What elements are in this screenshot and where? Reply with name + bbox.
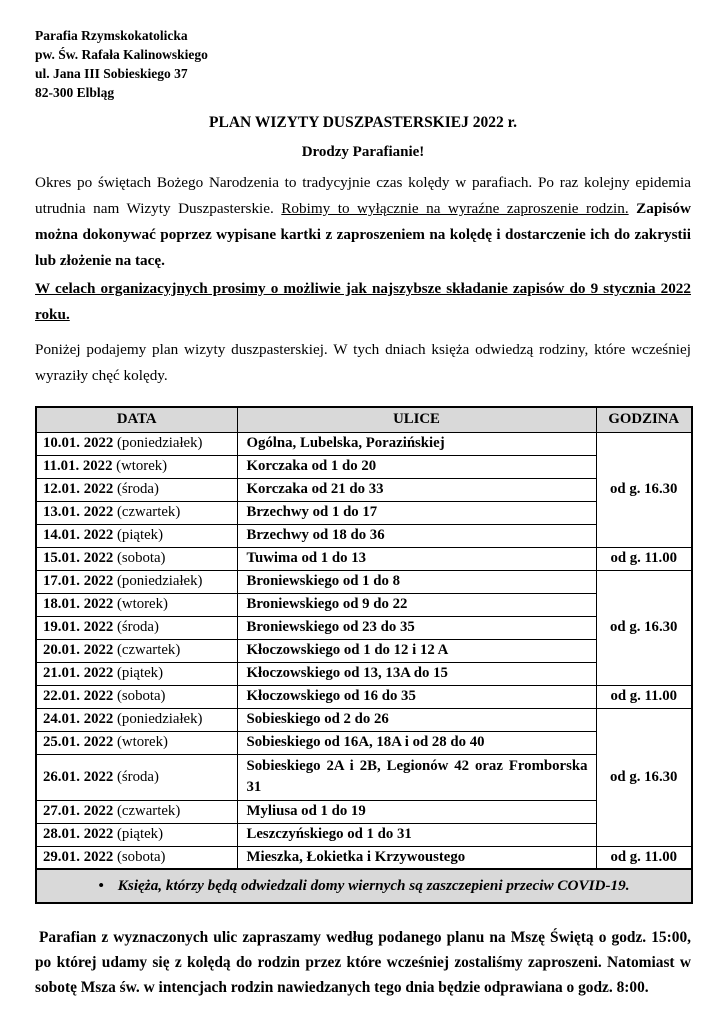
streets-cell: Kłoczowskiego od 16 do 35: [237, 685, 596, 708]
schedule-row: [36, 754, 692, 800]
schedule-row: [36, 639, 692, 662]
schedule-row: [36, 524, 692, 547]
date-text: 17.01. 2022: [43, 573, 114, 589]
schedule-table-body: [36, 432, 692, 869]
date-text: 29.01. 2022: [43, 848, 114, 865]
date-text: 24.01. 2022: [43, 711, 114, 727]
date-cell: [36, 570, 237, 593]
streets-cell: Sobieskiego od 16A, 18A i od 28 do 40: [237, 731, 596, 754]
streets-cell: Kłoczowskiego od 13, 13A do 15: [237, 662, 596, 685]
date-cell: [36, 800, 237, 823]
date-cell: [36, 432, 237, 455]
streets-cell: Kłoczowskiego od 1 do 12 i 12 A: [237, 639, 596, 662]
schedule-row: [36, 478, 692, 501]
date-text: 20.01. 2022: [43, 642, 114, 658]
weekday-text: (poniedziałek): [113, 573, 203, 589]
weekday-text: (sobota): [113, 550, 166, 566]
weekday-text: (wtorek): [112, 458, 168, 474]
schedule-row: [36, 455, 692, 478]
weekday-text: (sobota): [113, 848, 166, 865]
weekday-text: (środa): [113, 768, 159, 785]
schedule-row: [36, 731, 692, 754]
closing-paragraph: Parafian z wyznaczonych ulic zapraszamy według podanego planu na Mszę Świętą o godz. 15:00, po której udamy się z kolędą do rodzin przez które wcześniej zostaliśmy zaproszeni. Natomiast w sobotę Msza św. w intencjach rodzin nawiedzanych tego dnia będzie odprawiana o godz. 8:00.: [35, 929, 691, 996]
weekday-text: (piątek): [113, 527, 164, 543]
weekday-text: (sobota): [113, 688, 166, 704]
page-title: PLAN WIZYTY DUSZPASTERSKIEJ 2022 r.: [209, 114, 517, 131]
date-text: 11.01. 2022: [43, 458, 113, 474]
weekday-text: (poniedziałek): [113, 711, 203, 727]
streets-cell: Sobieskiego od 2 do 26: [237, 708, 596, 731]
date-text: 15.01. 2022: [43, 550, 114, 566]
time-cell: od g. 11.00: [596, 685, 692, 708]
schedule-table: [35, 406, 693, 904]
schedule-row: [36, 685, 692, 708]
plan-intro-paragraph: Poniżej podajemy plan wizyty duszpasterskiej. W tych dniach księża odwiedzą rodziny, które wcześniej wyraziły chęć kolędy.: [35, 341, 691, 384]
streets-cell: Korczaka od 1 do 20: [237, 455, 596, 478]
date-text: 28.01. 2022: [43, 826, 114, 842]
weekday-text: (środa): [113, 619, 159, 635]
streets-cell: Ogólna, Lubelska, Porazińskiej: [237, 432, 596, 455]
sender-line-parish: Parafia Rzymskokatolicka: [35, 28, 188, 43]
date-text: 10.01. 2022: [43, 435, 114, 451]
schedule-row: [36, 570, 692, 593]
date-cell: [36, 616, 237, 639]
date-text: 19.01. 2022: [43, 619, 114, 635]
schedule-row: [36, 501, 692, 524]
schedule-table-foot: [36, 869, 692, 903]
date-text: 18.01. 2022: [43, 596, 114, 612]
streets-cell: Broniewskiego od 9 do 22: [237, 593, 596, 616]
weekday-text: (środa): [113, 481, 159, 497]
sender-address: [35, 26, 691, 102]
time-cell: od g. 11.00: [596, 547, 692, 570]
weekday-text: (piątek): [113, 665, 164, 681]
column-header-data: DATA: [36, 407, 237, 432]
schedule-row: [36, 708, 692, 731]
streets-cell: Broniewskiego od 1 do 8: [237, 570, 596, 593]
column-header-godzina: GODZINA: [596, 407, 692, 432]
streets-cell: Broniewskiego od 23 do 35: [237, 616, 596, 639]
sender-line-city: 82-300 Elbląg: [35, 85, 115, 100]
weekday-text: (poniedziałek): [113, 435, 203, 451]
time-cell: od g. 16.30: [596, 432, 692, 547]
streets-cell: Sobieskiego 2A i 2B, Legionów 42 oraz Fromborska 31: [237, 754, 596, 800]
schedule-row: [36, 846, 692, 869]
date-cell: [36, 662, 237, 685]
intro-bold-text: Zapisów można dokonywać poprzez wypisane kartki z zaproszeniem na kolędę i dostarczenie ich do zakrystii lub złożenie na tacę.: [35, 200, 691, 269]
salutation: Drodzy Parafianie!: [301, 144, 425, 160]
date-cell: [36, 708, 237, 731]
weekday-text: (czwartek): [113, 504, 181, 520]
streets-cell: Mieszka, Łokietka i Krzywoustego: [237, 846, 596, 869]
weekday-text: (czwartek): [113, 642, 181, 658]
intro-paragraph: [35, 170, 691, 274]
time-cell: od g. 16.30: [596, 708, 692, 846]
date-cell: [36, 524, 237, 547]
date-cell: [36, 593, 237, 616]
intro-text: Okres po świętach Bożego Narodzenia to tradycyjnie czas kolędy w parafiach. Po raz kolejny epidemia utrudnia nam Wizyty Duszpasterskie.: [35, 174, 691, 217]
streets-cell: Myliusa od 1 do 19: [237, 800, 596, 823]
covid-note-row: [36, 869, 692, 903]
date-text: 26.01. 2022: [43, 768, 114, 785]
date-cell: [36, 823, 237, 846]
date-text: 25.01. 2022: [43, 734, 114, 750]
bullet-icon: •: [98, 877, 104, 894]
date-cell: [36, 685, 237, 708]
schedule-row: [36, 593, 692, 616]
schedule-row: [36, 662, 692, 685]
schedule-row: [36, 616, 692, 639]
time-cell: od g. 16.30: [596, 570, 692, 685]
date-text: 27.01. 2022: [43, 803, 114, 819]
date-text: 14.01. 2022: [43, 527, 114, 543]
schedule-row: [36, 432, 692, 455]
streets-cell: Leszczyńskiego od 1 do 31: [237, 823, 596, 846]
date-cell: [36, 846, 237, 869]
streets-cell: Brzechwy od 18 do 36: [237, 524, 596, 547]
weekday-text: (piątek): [113, 826, 164, 842]
date-cell: [36, 731, 237, 754]
date-cell: [36, 501, 237, 524]
date-text: 22.01. 2022: [43, 688, 114, 704]
sender-line-patron: pw. Św. Rafała Kalinowskiego: [35, 47, 208, 62]
covid-note-text: Księża, którzy będą odwiedzali domy wiernych są zaszczepieni przeciw COVID-19.: [117, 877, 630, 894]
header-row: [36, 407, 692, 432]
schedule-row: [36, 823, 692, 846]
schedule-table-head: [36, 407, 692, 432]
streets-cell: Tuwima od 1 do 13: [237, 547, 596, 570]
time-cell: od g. 11.00: [596, 846, 692, 869]
weekday-text: (wtorek): [113, 734, 168, 750]
weekday-text: (wtorek): [113, 596, 168, 612]
date-text: 12.01. 2022: [43, 481, 114, 497]
covid-note-cell: [36, 869, 692, 903]
streets-cell: Brzechwy od 1 do 17: [237, 501, 596, 524]
date-cell: [36, 478, 237, 501]
sender-line-street: ul. Jana III Sobieskiego 37: [35, 66, 188, 81]
intro-underlined-text: Robimy to wyłącznie na wyraźne zaproszenie rodzin.: [281, 200, 629, 217]
date-cell: [36, 547, 237, 570]
schedule-row: [36, 800, 692, 823]
deadline-notice: W celach organizacyjnych prosimy o możliwie jak najszybsze składanie zapisów do 9 stycznia 2022 roku.: [35, 280, 691, 323]
streets-cell: Korczaka od 21 do 33: [237, 478, 596, 501]
date-cell: [36, 455, 237, 478]
date-text: 21.01. 2022: [43, 665, 114, 681]
date-text: 13.01. 2022: [43, 504, 114, 520]
column-header-ulice: ULICE: [237, 407, 596, 432]
date-cell: [36, 639, 237, 662]
schedule-row: [36, 547, 692, 570]
date-cell: [36, 754, 237, 800]
weekday-text: (czwartek): [113, 803, 181, 819]
